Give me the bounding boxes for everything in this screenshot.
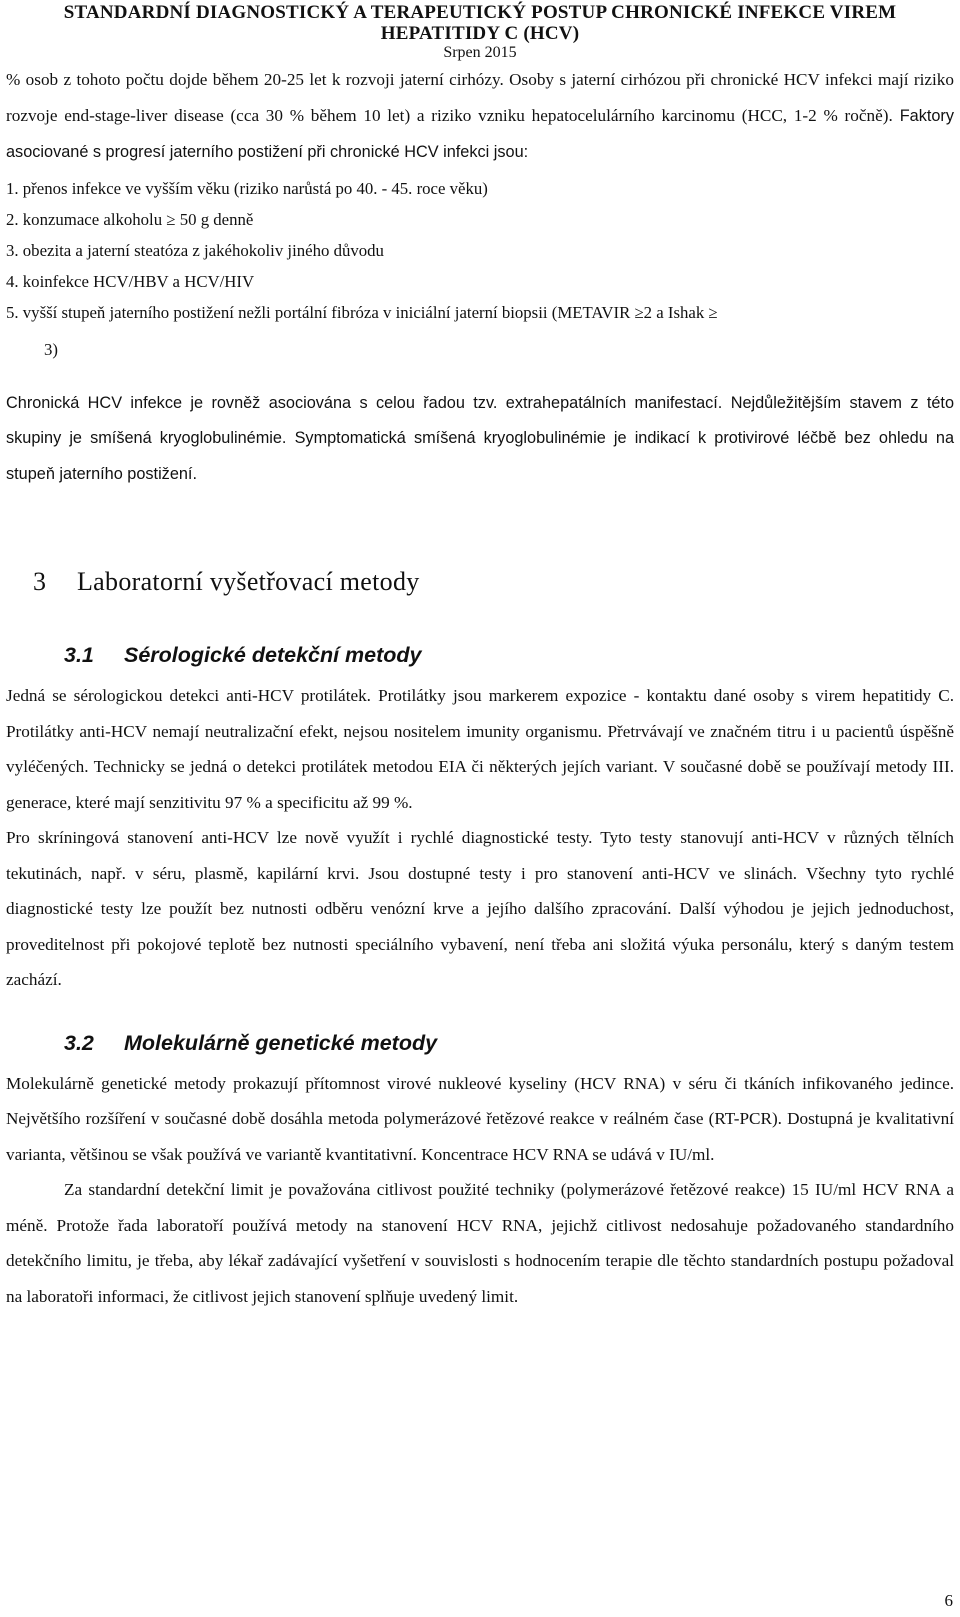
list-item-text: 5. vyšší stupeň jaterního postižení nežli portální fibróza v iniciální jaterní biopsii (METAVIR ≥2 a Ishak ≥ — [6, 302, 718, 322]
section-3-2-heading — [64, 1028, 954, 1058]
section-3-1-heading — [64, 640, 954, 670]
intro-paragraph — [6, 62, 954, 171]
section-title: Sérologické detekční metody — [124, 643, 422, 667]
section-title: Molekulárně genetické metody — [124, 1030, 438, 1055]
section-number: 3.1 — [64, 643, 94, 667]
header-date: Srpen 2015 — [443, 44, 517, 61]
serology-paragraph-2: Pro skríningová stanovení anti-HCV lze nově využít i rychlé diagnostické testy. Tyto testy stanovují anti-HCV v různých tělních tekutinách, např. v séru, plasmě, kapilární krvi. Jsou dostupné testy i pro stanovení anti-HCV ve slinách. Všechny tyto rychlé diagnostické testy lze použít bez nutnosti odběru venózní krve a jejího dalšího zpracování. Další výhodou je jejich jednoduchost, proveditelnost při pokojové teplotě bez nutnosti speciálního vybavení, není třeba ani složitá výuka personálu, který s daným testem zachází. — [6, 828, 954, 989]
list-item-continuation: 3) — [44, 339, 58, 359]
section-3-heading — [33, 562, 954, 602]
progression-factors-list — [6, 173, 954, 372]
header-title-line2: HEPATITIDY C (HCV) — [380, 23, 580, 44]
section-number: 3.2 — [64, 1030, 94, 1055]
list-item: 3. obezita a jaterní steatóza z jakéhokoliv jiného důvodu — [6, 240, 384, 260]
molecular-paragraph-2: Za standardní detekční limit je považována citlivost použité techniky (polymerázové řetězové reakce) 15 IU/ml HCV RNA a méně. Protože řada laboratoří používá metody na stanovení HCV RNA, jejichž citlivost nedosahuje požadovaného standardního detekčního limitu, je třeba, aby lékař zadávající vyšetření v souvislosti s hodnocením terapie dle těchto standardních postupu požadoval na laboratoři informaci, že citlivost jejich stanovení splňuje uvedený limit. — [6, 1180, 954, 1306]
molecular-paragraph-1: Molekulárně genetické metody prokazují přítomnost virové nukleové kyseliny (HCV RNA) v séru či tkáních infikovaného jedince. Největšího rozšíření v současné době dosáhla metoda polymerázové řetězové reakce v reálném čase (RT-PCR). Dostupná je kvalitativní varianta, většinou se však používá ve variantě kvantitativní. Koncentrace HCV RNA se udává v IU/ml. — [6, 1073, 954, 1164]
section-title: Laboratorní vyšetřovací metody — [77, 567, 420, 596]
serology-paragraph-1: Jedná se sérologickou detekci anti-HCV protilátek. Protilátky jsou markerem expozice - kontaktu dané osoby s virem hepatitidy C. Protilátky anti-HCV nemají neutralizační efekt, nejsou nositelem imunity organismu. Přetrvávají ve značném titru i u pacientů úspěšně vyléčených. Technicky se jedná o detekci protilátek metodou EIA či některých jejích variant. V současné době se používají metody III. generace, které mají senzitivitu 97 % a specificitu až 99 %. — [6, 686, 954, 812]
list-item: 4. koinfekce HCV/HBV a HCV/HIV — [6, 271, 255, 291]
list-item — [6, 297, 954, 372]
header-title-line1: STANDARDNÍ DIAGNOSTICKÝ A TERAPEUTICKÝ POSTUP CHRONICKÉ INFEKCE VIREM — [63, 2, 897, 23]
list-item: 2. konzumace alkoholu ≥ 50 g denně — [6, 209, 254, 229]
intro-text-sans: Faktory asociované s progresí jaterního postižení při chronické HCV infekci jsou: — [6, 106, 954, 161]
section-number: 3 — [33, 567, 47, 596]
intro-text-serif: % osob z tohoto počtu dojde během 20-25 let k rozvoji jaterní cirhózy. Osoby s jaterní cirhózou při chronické HCV infekci mají riziko rozvoje end-stage-liver disease (cca 30 % během 10 let) a riziko vzniku hepatocelulárního karcinomu (HCC, 1-2 % ročně). — [6, 70, 954, 125]
extrahepatic-paragraph: Chronická HCV infekce je rovněž asociována s celou řadou tzv. extrahepatálních manifestací. Nejdůležitějším stavem z této skupiny je smíšená kryoglobulinémie. Symptomatická smíšená kryoglobulinémie je indikací k protivirové léčbě bez ohledu na stupeň jaterního postižení. — [6, 393, 954, 483]
page-number: 6 — [944, 1591, 953, 1610]
list-item: 1. přenos infekce ve vyšším věku (riziko narůstá po 40. - 45. roce věku) — [6, 178, 488, 198]
document-header — [6, 0, 954, 62]
